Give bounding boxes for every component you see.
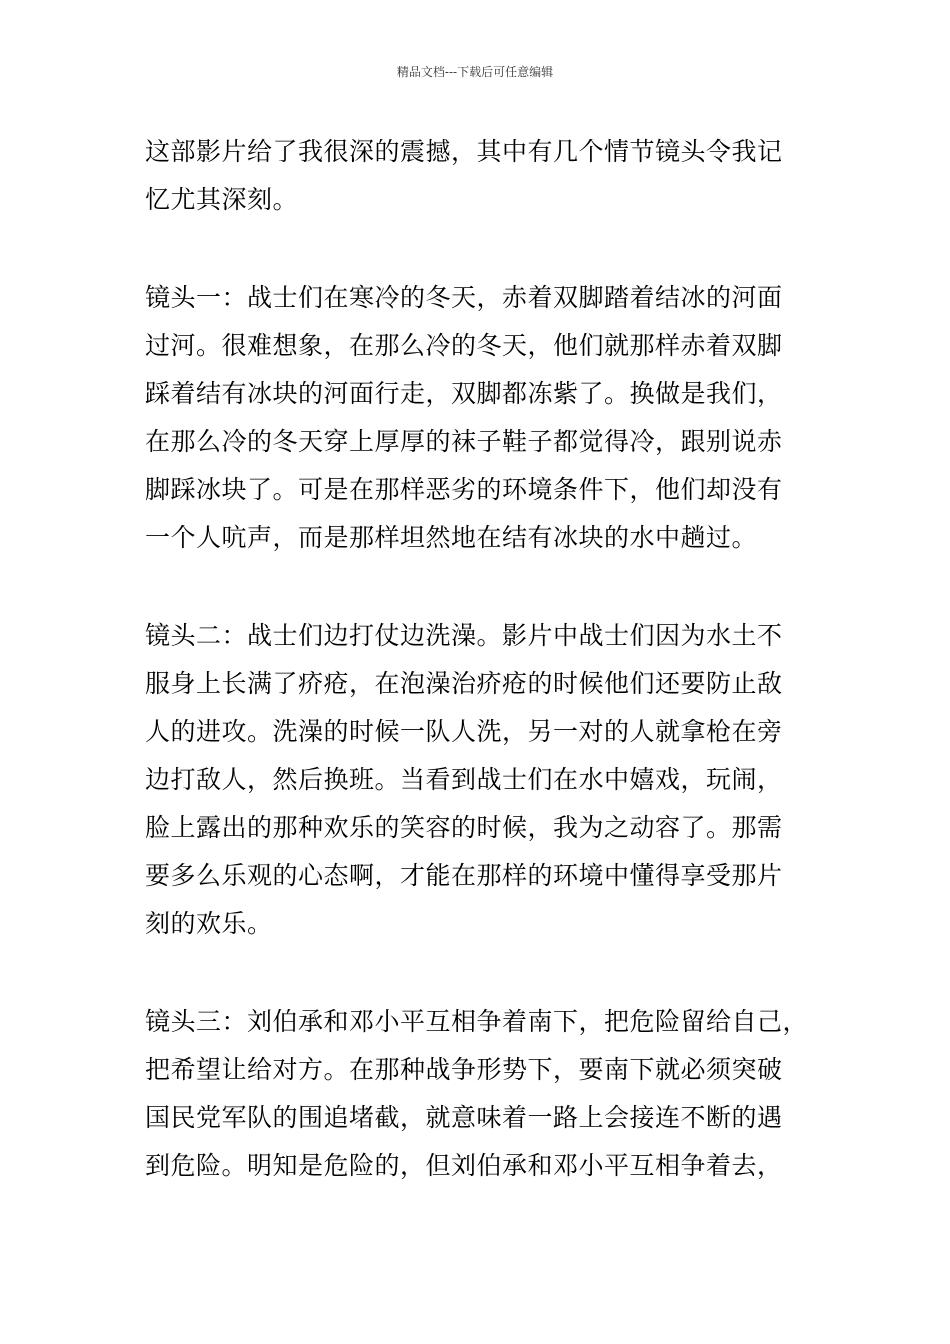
text-line: 要多么乐观的心态啊，才能在那样的环境中懂得享受那片 — [145, 861, 783, 890]
text-line: 这部影片给了我很深的震撼，其中有几个情节镜头令我记 — [145, 137, 783, 166]
text-line: 在那么冷的冬天穿上厚厚的袜子鞋子都觉得冷，跟别说赤 — [145, 427, 783, 456]
text-line: 服身上长满了疥疮，在泡澡治疥疮的时候他们还要防止敌 — [145, 669, 783, 698]
text-line: 国民党军队的围追堵截，就意味着一路上会接连不断的遇 — [145, 1103, 783, 1132]
paragraph-scene-one — [145, 274, 815, 562]
text-line: 到危险。明知是危险的，但刘伯承和邓小平互相争着去， — [145, 1151, 783, 1180]
document-body — [145, 128, 815, 1240]
text-line: 边打敌人，然后换班。当看到战士们在水中嬉戏，玩闹， — [145, 765, 783, 794]
text-line: 过河。很难想象，在那么冷的冬天，他们就那样赤着双脚 — [145, 331, 783, 360]
text-line: 脸上露出的那种欢乐的笑容的时候，我为之动容了。那需 — [145, 813, 783, 842]
text-line: 脚踩冰块了。可是在那样恶劣的环境条件下，他们却没有 — [145, 475, 783, 504]
paragraph-scene-three — [145, 998, 815, 1190]
text-line: 镜头二：战士们边打仗边洗澡。影片中战士们因为水土不 — [145, 621, 783, 650]
paragraph-scene-two — [145, 612, 815, 948]
text-line: 刻的欢乐。 — [145, 909, 273, 938]
text-line: 镜头一：战士们在寒冷的冬天，赤着双脚踏着结冰的河面 — [145, 283, 783, 312]
page-header: 精品文档---下载后可任意编辑 — [396, 65, 554, 79]
paragraph-intro — [145, 128, 815, 224]
text-line: 把希望让给对方。在那种战争形势下，要南下就必须突破 — [145, 1055, 783, 1084]
text-line: 人的进攻。洗澡的时候一队人洗，另一对的人就拿枪在旁 — [145, 717, 783, 746]
text-line: 镜头三：刘伯承和邓小平互相争着南下，把危险留给自己， — [145, 1007, 809, 1036]
text-line: 一个人吭声，而是那样坦然地在结有冰块的水中趟过。 — [145, 523, 758, 552]
text-line: 踩着结有冰块的河面行走，双脚都冻紫了。换做是我们， — [145, 379, 783, 408]
text-line: 忆尤其深刻。 — [145, 185, 299, 214]
